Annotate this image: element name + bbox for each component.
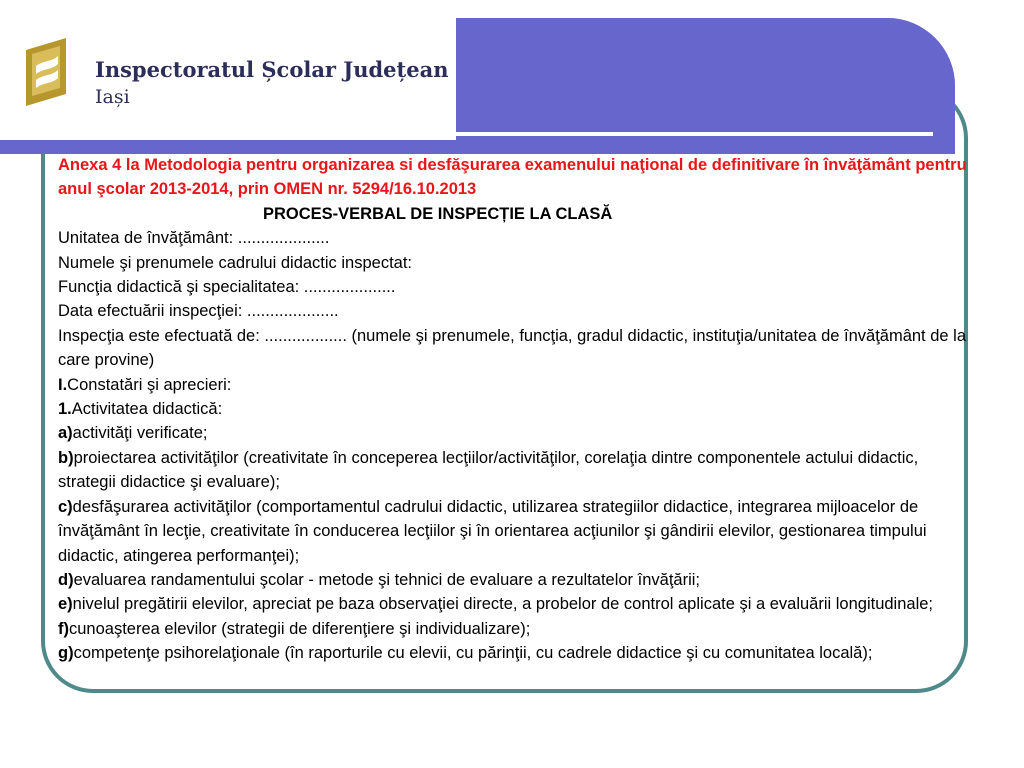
list-item (58, 592, 976, 616)
item-text: activităţi verificate; (72, 424, 208, 443)
subsection-marker: 1. (58, 400, 72, 419)
item-text: desfăşurarea activităţilor (comportamentul cadrului didactic, utilizarea strategiilor didactice, integrarea mijloacelor de învăţământ în lecţie, creativitate în conducerea lecţiilor şi în orientarea acţiunilor şi gândirii elevilor, gestionarea timpului didactic, atingerea performanţei); (58, 497, 927, 565)
field-inspector: Inspecţia este efectuată de: .................. (numele şi prenumele, funcţia, gradul didactic, instituţia/unitatea de învăţământ de la care provine) (58, 326, 967, 370)
subsection-text: Activitatea didactică: (71, 400, 223, 419)
list-item (58, 495, 976, 568)
item-text: competenţe psihorelaţionale (în raporturile cu elevii, cu părinţii, cu cadrele didactice şi cu comunitatea locală); (73, 644, 873, 663)
item-text: nivelul pregătirii elevilor, apreciat pe baza observaţiei directe, a probelor de control aplicate şi a evaluării longitudinale; (72, 595, 934, 614)
section-heading (58, 373, 976, 397)
item-text: cunoaşterea elevilor (strategii de diferenţiere şi individualizare); (69, 619, 531, 638)
item-text: proiectarea activităţilor (creativitate în conceperea lecţiilor/activităţilor, corelaţia dintre componentele actului didactic, strategii didactice şi evaluare); (58, 448, 919, 492)
item-marker: b) (58, 448, 74, 467)
document-title: PROCES-VERBAL DE INSPECȚIE LA CLASĂ (263, 204, 613, 223)
annex-reference: Anexa 4 la Metodologia pentru organizarea si desfăşurarea examenului naţional de definitivare în învăţământ pentru anul şcolar 2013-2014, prin OMEN nr. 5294/16.10.2013 (58, 156, 967, 199)
list-item (58, 446, 976, 495)
item-marker: d) (58, 570, 74, 589)
field-function: Funcţia didactică şi specialitatea: .................... (58, 278, 396, 297)
field-unit: Unitatea de învăţământ: .................... (58, 229, 330, 248)
section-marker: I. (58, 375, 68, 394)
list-item (58, 641, 976, 665)
org-name: Inspectoratul Școlar Județean (95, 57, 449, 82)
item-marker: c) (58, 497, 73, 516)
list-item (58, 568, 976, 592)
item-marker: f) (58, 619, 69, 638)
item-marker: e) (58, 595, 73, 614)
list-item (58, 421, 976, 445)
subsection-heading (58, 397, 976, 421)
org-city: Iași (95, 86, 130, 108)
list-item (58, 617, 976, 641)
inspectorate-logo-icon (22, 36, 74, 112)
section-text: Constatări şi aprecieri: (67, 375, 232, 394)
header-rule (456, 132, 933, 136)
field-teacher-name: Numele şi prenumele cadrului didactic inspectat: (58, 253, 413, 272)
item-marker: a) (58, 424, 73, 443)
item-marker: g) (58, 644, 74, 663)
item-text: evaluarea randamentului şcolar - metode şi tehnici de evaluare a rezultatelor învăţării; (73, 570, 700, 589)
document-body (58, 153, 976, 666)
field-date: Data efectuării inspecţiei: .................... (58, 302, 339, 321)
